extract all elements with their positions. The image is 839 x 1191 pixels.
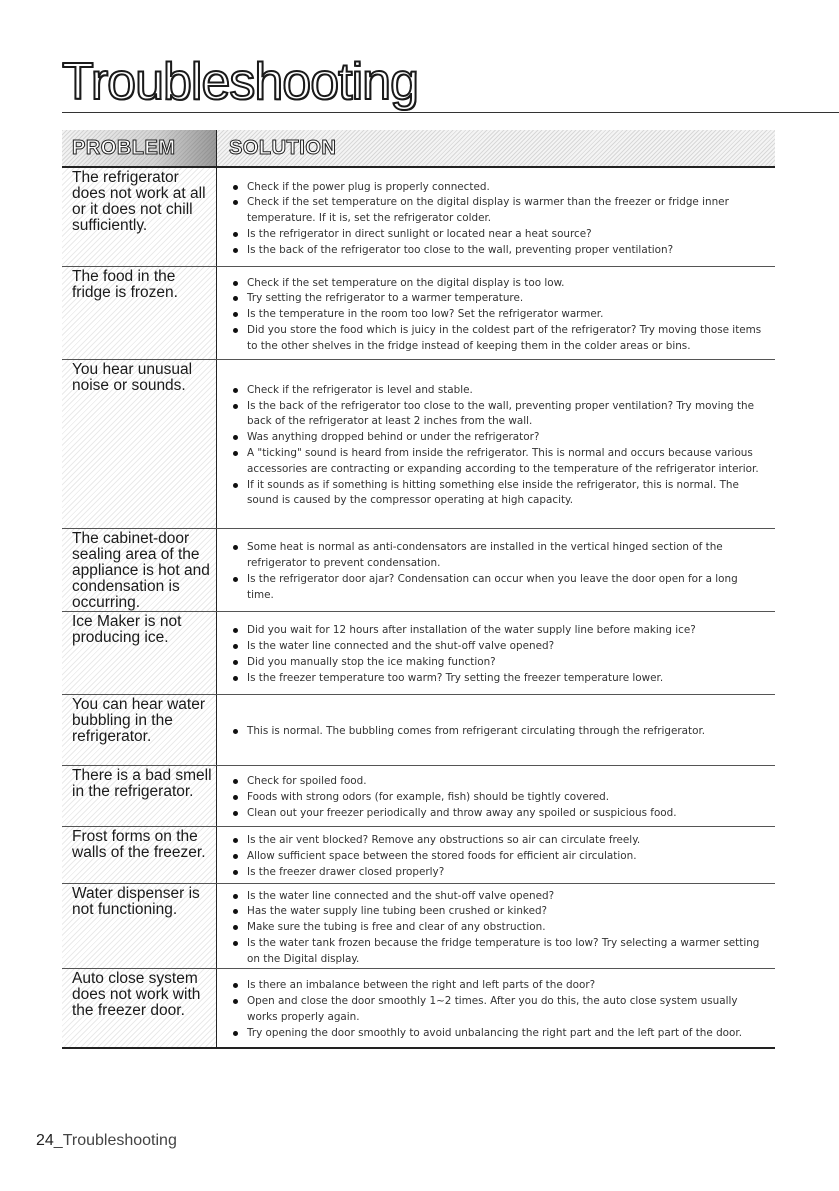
solution-cell [216,267,775,359]
solution-item: Foods with strong odors (for example, fish) should be tightly covered. [233,790,767,806]
solution-item: Allow sufficient space between the stored foods for efficient air circulation. [233,849,767,865]
solution-item: Is the air vent blocked? Remove any obstructions so air can circulate freely. [233,833,767,849]
solution-item: Check for spoiled food. [233,774,767,790]
footer-section-label: _Troubleshooting [53,1132,177,1149]
solution-list [233,774,767,821]
solution-cell [216,168,775,266]
solution-cell [216,612,775,694]
problem-cell: You hear unusual noise or sounds. [62,360,216,528]
solution-item: Check if the set temperature on the digital display is warmer than the freezer or fridge inner temperature. If it is, set the refrigerator colder. [233,195,767,227]
solution-item: Is the refrigerator door ajar? Condensation can occur when you leave the door open for a long time. [233,572,767,604]
solution-cell [216,827,775,883]
table-row [62,695,775,766]
solution-cell [216,969,775,1047]
solution-list [233,724,767,740]
solution-item: A "ticking" sound is heard from inside the refrigerator. This is normal and occurs because various accessories are contracting or expanding according to the temperature of the refrigerator interior. [233,446,767,478]
problem-cell: There is a bad smell in the refrigerator. [62,766,216,826]
solution-item: Check if the power plug is properly connected. [233,180,767,196]
table-row [62,267,775,360]
page-number: 24 [36,1132,54,1149]
solution-item: Clean out your freezer periodically and throw away any spoiled or suspicious food. [233,806,767,822]
table-row [62,969,775,1047]
problem-cell: Ice Maker is not producing ice. [62,612,216,694]
solution-cell [216,884,775,968]
solution-cell [216,766,775,826]
table-row [62,827,775,884]
solution-item: Is the water tank frozen because the fridge temperature is too low? Try selecting a warmer setting on the Digital display. [233,936,767,968]
table-row [62,529,775,612]
solution-item: Is the freezer drawer closed properly? [233,865,767,881]
page-title: Troubleshooting [62,53,418,111]
solution-list [233,180,767,259]
solution-item: Make sure the tubing is free and clear of any obstruction. [233,920,767,936]
problem-cell: Frost forms on the walls of the freezer. [62,827,216,883]
solution-cell [216,529,775,611]
solution-item: Is the water line connected and the shut-off valve opened? [233,889,767,905]
problem-cell: The cabinet-door sealing area of the appliance is hot and condensation is occurring. [62,529,216,611]
solution-list [233,978,767,1041]
solution-item: Is the freezer temperature too warm? Try setting the freezer temperature lower. [233,671,767,687]
solution-item: Is there an imbalance between the right and left parts of the door? [233,978,767,994]
solution-item: Open and close the door smoothly 1~2 times. After you do this, the auto close system usually works properly again. [233,994,767,1026]
table-row [62,884,775,969]
solution-item: Some heat is normal as anti-condensators are installed in the vertical hinged section of the refrigerator to prevent condensation. [233,540,767,572]
solution-item: Was anything dropped behind or under the refrigerator? [233,430,767,446]
problem-cell: The refrigerator does not work at all or it does not chill sufficiently. [62,168,216,266]
solution-item: If it sounds as if something is hitting something else inside the refrigerator, this is normal. The sound is caused by the compressor operating at high capacity. [233,478,767,510]
problem-cell: Auto close system does not work with the freezer door. [62,969,216,1047]
solution-header: SOLUTION [216,130,775,166]
solution-list [233,383,767,509]
solution-item: Is the temperature in the room too low? Set the refrigerator warmer. [233,307,767,323]
solution-item: Check if the refrigerator is level and stable. [233,383,767,399]
solution-item: Is the water line connected and the shut-off valve opened? [233,639,767,655]
table-row [62,360,775,529]
solution-list [233,889,767,968]
solution-item: Try opening the door smoothly to avoid unbalancing the right part and the left part of the door. [233,1026,767,1042]
page-footer [36,1132,177,1150]
problem-cell: You can hear water bubbling in the refrigerator. [62,695,216,765]
table-header [62,130,775,168]
solution-item: Did you store the food which is juicy in the coldest part of the refrigerator? Try moving those items to the other shelves in the fridge instead of keeping them in the colder areas or bins. [233,323,767,355]
title-rule [62,112,839,113]
solution-list [233,276,767,355]
solution-item: Is the back of the refrigerator too close to the wall, preventing proper ventilation? [233,243,767,259]
troubleshooting-table [62,130,775,1049]
problem-cell: Water dispenser is not functioning. [62,884,216,968]
table-row [62,612,775,695]
solution-item: Did you wait for 12 hours after installation of the water supply line before making ice? [233,623,767,639]
solution-item: Did you manually stop the ice making function? [233,655,767,671]
solution-list [233,833,767,880]
solution-item: Check if the set temperature on the digital display is too low. [233,276,767,292]
problem-header: PROBLEM [62,130,216,166]
solution-item: This is normal. The bubbling comes from refrigerant circulating through the refrigerator. [233,724,767,740]
table-row [62,168,775,267]
solution-cell [216,695,775,765]
solution-item: Is the back of the refrigerator too close to the wall, preventing proper ventilation? Try moving the back of the refrigerator at least 2 inches from the wall. [233,399,767,431]
solution-list [233,623,767,686]
table-row [62,766,775,827]
solution-list [233,540,767,603]
table-body [62,168,775,1047]
solution-item: Has the water supply line tubing been crushed or kinked? [233,904,767,920]
solution-cell [216,360,775,528]
problem-cell: The food in the fridge is frozen. [62,267,216,359]
solution-item: Is the refrigerator in direct sunlight or located near a heat source? [233,227,767,243]
solution-item: Try setting the refrigerator to a warmer temperature. [233,291,767,307]
